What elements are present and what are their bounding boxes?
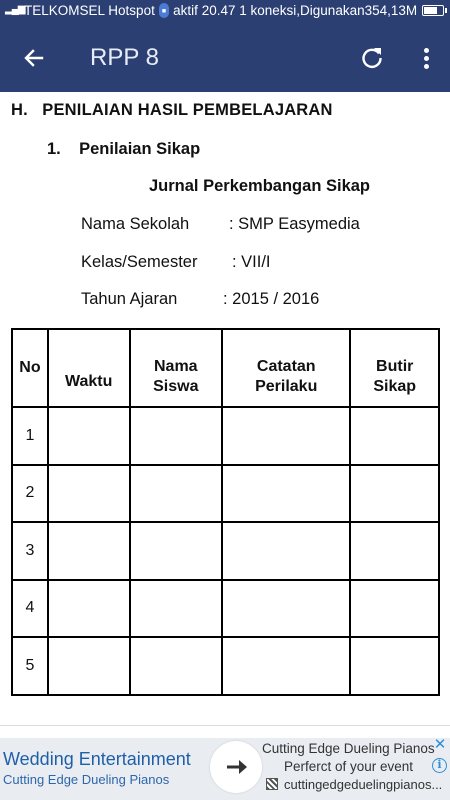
info-label: Tahun Ajaran [81, 290, 178, 308]
waktu-cell [48, 522, 130, 580]
hotspot-status: aktif [173, 3, 198, 18]
time-label: 20.47 [201, 3, 236, 18]
table-row [12, 522, 439, 580]
signal-icon: ▂▄▆ [5, 4, 25, 15]
nama-siswa-cell [130, 465, 223, 523]
sub-heading: 1. Penilaian Sikap [47, 140, 201, 158]
info-row-school [81, 215, 360, 234]
butir-sikap-cell [350, 580, 439, 638]
catatan-perilaku-cell [222, 465, 350, 523]
table-header-row [12, 329, 439, 407]
ad-url[interactable]: cuttingedgeduelingpianos... [284, 777, 443, 792]
catatan-perilaku-cell [222, 407, 350, 465]
ad-advertiser-name[interactable]: Cutting Edge Dueling Pianos [262, 741, 435, 756]
waktu-cell [48, 637, 130, 695]
battery-level [424, 7, 437, 14]
close-icon[interactable]: ✕ [433, 736, 447, 753]
ad-subtitle[interactable]: Cutting Edge Dueling Pianos [3, 772, 170, 787]
overflow-menu-button[interactable] [416, 42, 436, 74]
table-row [12, 637, 439, 695]
row-number: 1 [12, 407, 48, 465]
header-butir-sikap: Butir Sikap [350, 329, 439, 407]
table-row [12, 465, 439, 523]
info-value: : VII/I [232, 253, 271, 271]
notification-bubble-icon: ▪ [159, 3, 170, 18]
header-nama-siswa: Nama Siswa [130, 329, 223, 407]
ad-title[interactable]: Wedding Entertainment [3, 749, 191, 769]
section-heading: H. PENILAIAN HASIL PEMBELAJARAN [11, 101, 333, 119]
header-catatan-perilaku: Catatan Perilaku [222, 329, 350, 407]
butir-sikap-cell [350, 407, 439, 465]
waktu-cell [48, 407, 130, 465]
app-bar [0, 22, 450, 92]
nama-siswa-cell [130, 580, 223, 638]
refresh-icon [356, 42, 388, 74]
ad-description[interactable]: Perferct of your event [284, 759, 414, 774]
butir-sikap-cell [350, 465, 439, 523]
arrow-right-icon [210, 741, 262, 793]
catatan-perilaku-cell [222, 522, 350, 580]
row-number: 3 [12, 522, 48, 580]
info-label: Nama Sekolah [81, 215, 190, 233]
table-row [12, 407, 439, 465]
catatan-perilaku-cell [222, 580, 350, 638]
header-waktu: Waktu [48, 329, 130, 407]
arrow-left-icon [18, 42, 50, 74]
table-row [12, 580, 439, 638]
status-text [24, 3, 417, 18]
info-value: : 2015 / 2016 [223, 290, 320, 308]
hotspot-label: Hotspot [108, 3, 155, 18]
ad-banner[interactable] [0, 738, 450, 800]
waktu-cell [48, 580, 130, 638]
battery-icon [422, 5, 444, 16]
journal-title: Jurnal Perkembangan Sikap [149, 177, 371, 195]
header-no: No [12, 329, 48, 407]
waktu-cell [48, 465, 130, 523]
ad-open-button[interactable] [210, 741, 262, 793]
info-row-class [81, 253, 271, 272]
status-bar [0, 0, 450, 22]
info-icon[interactable]: i [432, 758, 447, 773]
nama-siswa-cell [130, 407, 223, 465]
butir-sikap-cell [350, 522, 439, 580]
back-button[interactable] [18, 42, 50, 74]
carrier-label: TELKOMSEL [24, 3, 105, 18]
document-content [0, 92, 450, 732]
page-title: RPP 8 [90, 44, 159, 71]
row-number: 4 [12, 580, 48, 638]
info-label: Kelas/Semester [81, 253, 198, 271]
catatan-perilaku-cell [222, 637, 350, 695]
info-value: : SMP Easymedia [229, 215, 360, 233]
butir-sikap-cell [350, 637, 439, 695]
divider [0, 725, 450, 726]
favicon [266, 778, 278, 790]
data-usage-label: Digunakan354,13M [300, 3, 418, 18]
nama-siswa-cell [130, 522, 223, 580]
info-row-year [81, 290, 320, 309]
refresh-button[interactable] [356, 42, 388, 74]
nama-siswa-cell [130, 637, 223, 695]
connection-count: 1 koneksi, [239, 3, 301, 18]
row-number: 2 [12, 465, 48, 523]
sikap-journal-table [11, 328, 440, 696]
row-number: 5 [12, 637, 48, 695]
